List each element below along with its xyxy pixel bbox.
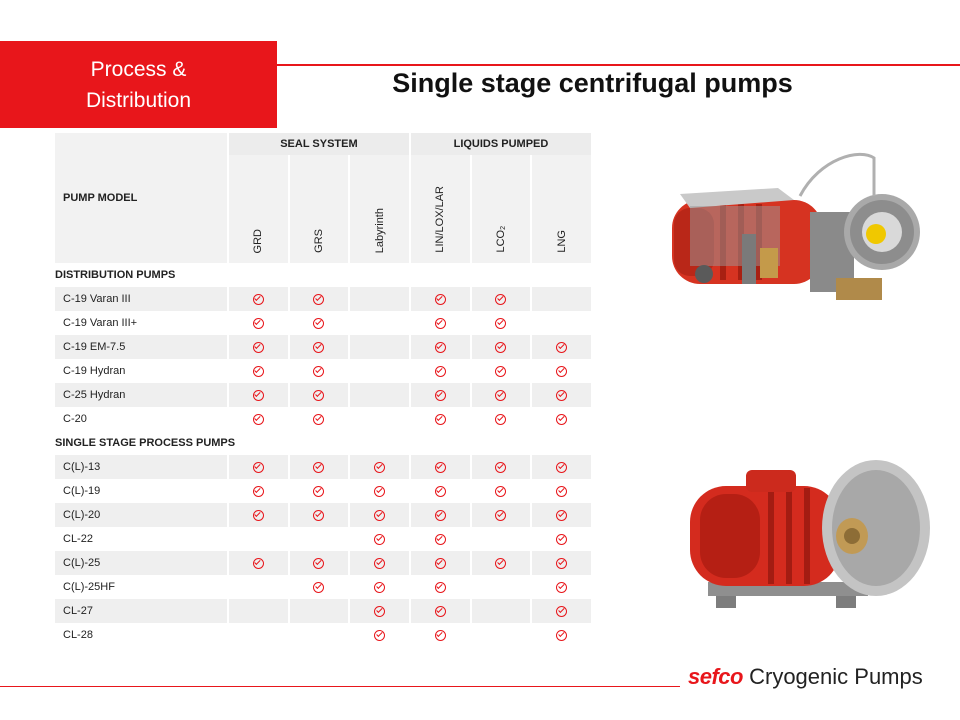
table-cell: [229, 311, 288, 335]
section-tab: [0, 41, 277, 128]
check-icon: [313, 318, 324, 329]
sefco-logo: sefco: [688, 664, 743, 689]
table-cell: [532, 623, 591, 647]
page-title: Single stage centrifugal pumps: [392, 68, 793, 98]
check-icon: [374, 510, 385, 521]
table-cell: [350, 287, 409, 311]
table-cell: [350, 455, 409, 479]
section-title: DISTRIBUTION PUMPS: [55, 263, 591, 287]
check-icon: [374, 534, 385, 545]
table-row: [55, 455, 591, 479]
table-row: [55, 503, 591, 527]
table-cell: [411, 455, 470, 479]
check-icon: [556, 366, 567, 377]
table-cell: [472, 383, 531, 407]
check-icon: [435, 342, 446, 353]
check-icon: [495, 318, 506, 329]
pump-model-name: C(L)-20: [55, 503, 227, 527]
table-cell: [532, 479, 591, 503]
check-icon: [556, 486, 567, 497]
table-cell: [472, 479, 531, 503]
table-row: [55, 383, 591, 407]
table-cell: [411, 359, 470, 383]
table-cell: [229, 479, 288, 503]
check-icon: [556, 534, 567, 545]
table-cell: [229, 287, 288, 311]
check-icon: [556, 414, 567, 425]
table-cell: [350, 503, 409, 527]
table-cell: [350, 383, 409, 407]
check-icon: [374, 606, 385, 617]
table-cell: [472, 527, 531, 551]
section-title: SINGLE STAGE PROCESS PUMPS: [55, 431, 591, 455]
table-cell: [350, 407, 409, 431]
table-row: [55, 599, 591, 623]
table-cell: [350, 527, 409, 551]
check-icon: [435, 534, 446, 545]
check-icon: [253, 342, 264, 353]
col-header-lng: LNG: [532, 155, 591, 263]
table-cell: [229, 623, 288, 647]
check-icon: [495, 294, 506, 305]
pump-model-name: CL-27: [55, 599, 227, 623]
table-cell: [290, 335, 349, 359]
table-row: [55, 311, 591, 335]
table-cell: [472, 407, 531, 431]
check-icon: [556, 630, 567, 641]
pump-model-name: C-19 Varan III: [55, 287, 227, 311]
table-cell: [290, 599, 349, 623]
check-icon: [556, 342, 567, 353]
table-cell: [472, 503, 531, 527]
check-icon: [435, 390, 446, 401]
check-icon: [253, 558, 264, 569]
table-cell: [229, 455, 288, 479]
check-icon: [495, 366, 506, 377]
check-icon: [556, 462, 567, 473]
table-cell: [532, 287, 591, 311]
check-icon: [313, 462, 324, 473]
pump-model-name: C-25 Hydran: [55, 383, 227, 407]
col-header-lco2: $LCO_2$: [472, 155, 531, 263]
table-row: [55, 407, 591, 431]
check-icon: [313, 558, 324, 569]
check-icon: [374, 462, 385, 473]
table-cell: [411, 575, 470, 599]
table-cell: [532, 311, 591, 335]
check-icon: [253, 486, 264, 497]
check-icon: [435, 510, 446, 521]
check-icon: [556, 582, 567, 593]
pump-model-name: C(L)-19: [55, 479, 227, 503]
table-cell: [229, 407, 288, 431]
table-cell: [411, 383, 470, 407]
check-icon: [435, 366, 446, 377]
brand-tagline: Cryogenic Pumps: [749, 664, 923, 689]
brand-footer: [688, 664, 923, 690]
liquids-pumped-header: LIQUIDS PUMPED: [411, 133, 591, 155]
check-icon: [435, 414, 446, 425]
check-icon: [495, 462, 506, 473]
table-row: [55, 623, 591, 647]
table-cell: [411, 407, 470, 431]
section-tab-line1: Process &: [90, 57, 187, 81]
check-icon: [495, 414, 506, 425]
section-tab-line2: Distribution: [85, 88, 192, 112]
table-row: [55, 551, 591, 575]
pump-model-name: C(L)-25: [55, 551, 227, 575]
table-cell: [411, 479, 470, 503]
table-cell: [229, 503, 288, 527]
check-icon: [313, 366, 324, 377]
check-icon: [435, 606, 446, 617]
check-icon: [495, 342, 506, 353]
table-cell: [532, 575, 591, 599]
check-icon: [374, 630, 385, 641]
check-icon: [253, 390, 264, 401]
table-cell: [532, 527, 591, 551]
check-icon: [556, 390, 567, 401]
table-cell: [472, 335, 531, 359]
check-icon: [435, 558, 446, 569]
table-cell: [229, 551, 288, 575]
table-cell: [472, 599, 531, 623]
pump-compatibility-table: [53, 133, 593, 647]
table-cell: [350, 311, 409, 335]
table-cell: [472, 455, 531, 479]
check-icon: [374, 558, 385, 569]
table-cell: [290, 551, 349, 575]
check-icon: [253, 366, 264, 377]
table-cell: [411, 599, 470, 623]
table-cell: [290, 311, 349, 335]
table-cell: [350, 599, 409, 623]
table-cell: [411, 503, 470, 527]
pump-model-header: PUMP MODEL: [55, 133, 227, 263]
pump-model-name: CL-28: [55, 623, 227, 647]
table-cell: [350, 575, 409, 599]
check-icon: [435, 318, 446, 329]
table-cell: [472, 623, 531, 647]
table-cell: [290, 479, 349, 503]
table-cell: [532, 383, 591, 407]
table-cell: [532, 359, 591, 383]
table-cell: [532, 455, 591, 479]
check-icon: [495, 510, 506, 521]
table-cell: [290, 383, 349, 407]
check-icon: [313, 582, 324, 593]
table-cell: [290, 527, 349, 551]
table-cell: [411, 623, 470, 647]
check-icon: [556, 510, 567, 521]
table-cell: [350, 479, 409, 503]
process-pump-photo: [676, 456, 936, 626]
pump-model-name: CL-22: [55, 527, 227, 551]
table-row: [55, 335, 591, 359]
table-cell: [229, 599, 288, 623]
check-icon: [253, 510, 264, 521]
check-icon: [374, 582, 385, 593]
col-header-lin-lox-lar: LIN/LOX/LAR: [411, 155, 470, 263]
seal-system-header: SEAL SYSTEM: [229, 133, 409, 155]
check-icon: [435, 582, 446, 593]
check-icon: [374, 486, 385, 497]
check-icon: [253, 414, 264, 425]
table-cell: [532, 407, 591, 431]
table-cell: [350, 623, 409, 647]
table-row: [55, 479, 591, 503]
table-cell: [290, 407, 349, 431]
check-icon: [435, 630, 446, 641]
table-cell: [472, 287, 531, 311]
col-header-grd: GRD: [229, 155, 288, 263]
table-cell: [290, 359, 349, 383]
col-header-grs: GRS: [290, 155, 349, 263]
check-icon: [253, 294, 264, 305]
pump-model-name: C-19 EM-7.5: [55, 335, 227, 359]
top-divider: [277, 64, 960, 66]
table-cell: [290, 455, 349, 479]
table-cell: [411, 287, 470, 311]
check-icon: [313, 486, 324, 497]
check-icon: [313, 342, 324, 353]
pump-model-name: C(L)-25HF: [55, 575, 227, 599]
table-cell: [229, 359, 288, 383]
pump-model-name: C-20: [55, 407, 227, 431]
check-icon: [435, 462, 446, 473]
table-cell: [229, 335, 288, 359]
pump-model-name: C-19 Varan III+: [55, 311, 227, 335]
table-cell: [532, 503, 591, 527]
table-cell: [350, 359, 409, 383]
table-cell: [229, 527, 288, 551]
check-icon: [435, 294, 446, 305]
table-cell: [290, 623, 349, 647]
check-icon: [556, 558, 567, 569]
table-cell: [229, 383, 288, 407]
table-cell: [532, 551, 591, 575]
section-header-row: [55, 263, 591, 287]
table-row: [55, 287, 591, 311]
table-cell: [472, 311, 531, 335]
table-cell: [411, 527, 470, 551]
footer-divider: [0, 686, 680, 687]
check-icon: [495, 486, 506, 497]
table-cell: [532, 599, 591, 623]
table-cell: [472, 575, 531, 599]
check-icon: [556, 606, 567, 617]
table-cell: [472, 359, 531, 383]
table-cell: [411, 551, 470, 575]
check-icon: [313, 510, 324, 521]
check-icon: [495, 558, 506, 569]
section-header-row: [55, 431, 591, 455]
table-cell: [229, 575, 288, 599]
table-row: [55, 527, 591, 551]
table-cell: [472, 551, 531, 575]
distribution-pump-photo: [660, 138, 922, 320]
table-cell: [532, 335, 591, 359]
table-cell: [290, 503, 349, 527]
check-icon: [313, 390, 324, 401]
table-cell: [411, 311, 470, 335]
check-icon: [435, 486, 446, 497]
table-row: [55, 575, 591, 599]
check-icon: [313, 414, 324, 425]
table-row: [55, 359, 591, 383]
col-header-labyrinth: Labyrinth: [350, 155, 409, 263]
check-icon: [313, 294, 324, 305]
pump-model-name: C-19 Hydran: [55, 359, 227, 383]
check-icon: [253, 318, 264, 329]
table-cell: [290, 287, 349, 311]
table-cell: [350, 551, 409, 575]
pump-model-name: C(L)-13: [55, 455, 227, 479]
check-icon: [253, 462, 264, 473]
table-cell: [411, 335, 470, 359]
check-icon: [495, 390, 506, 401]
table-cell: [350, 335, 409, 359]
table-cell: [290, 575, 349, 599]
